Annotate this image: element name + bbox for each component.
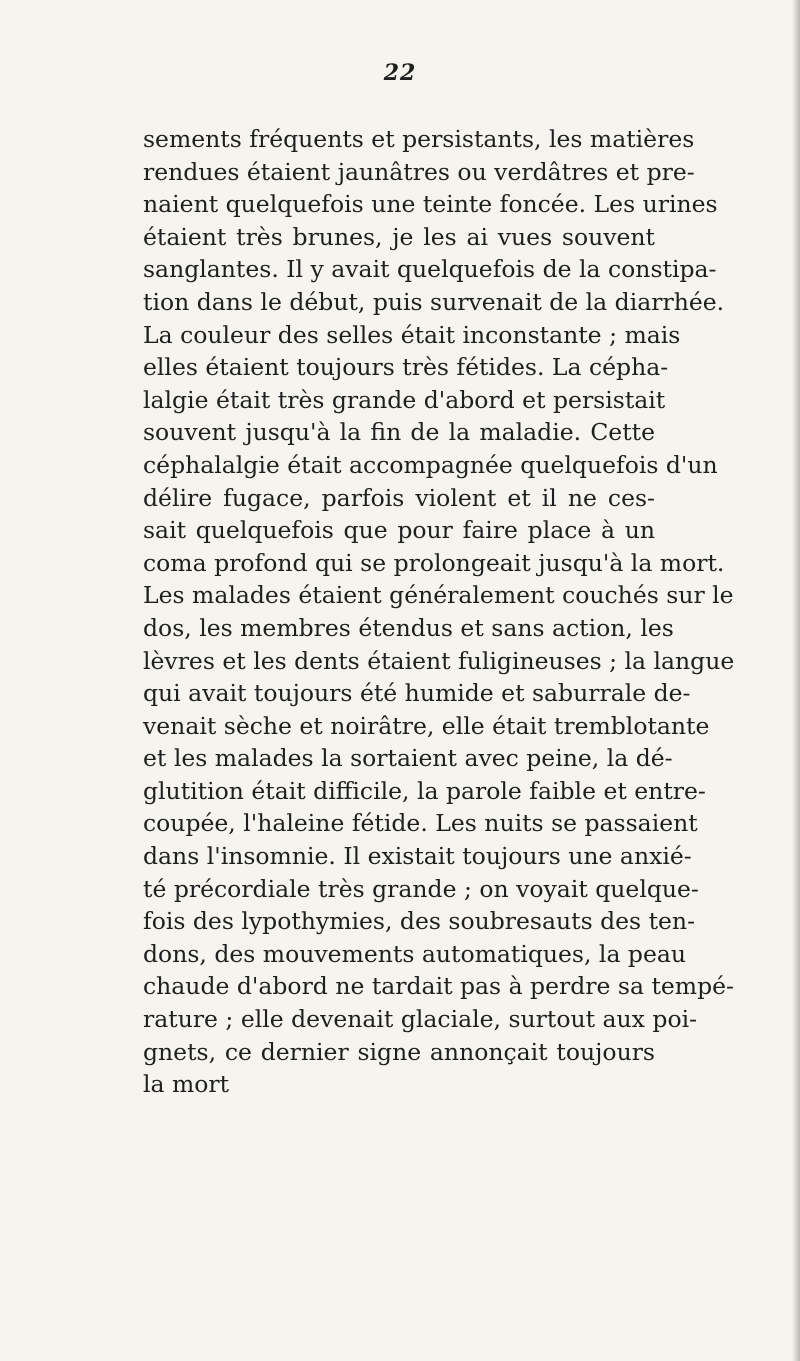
- text-line: céphalalgie était accompagnée quelquefois d'un: [143, 450, 718, 479]
- text-line: venait sèche et noirâtre, elle était tremblotante: [143, 711, 710, 740]
- text-line: sait quelquefois que pour faire place à un: [143, 516, 655, 545]
- text-line: elles étaient toujours très fétides. La cépha-: [143, 353, 669, 382]
- text-line: Les malades étaient généralement couchés sur le: [143, 581, 734, 610]
- text-line: et les malades la sortaient avec peine, la dé-: [143, 744, 673, 773]
- text-line: fois des lypothymies, des soubresauts des ten-: [143, 907, 696, 936]
- text-line: rendues étaient jaunâtres ou verdâtres et pre-: [143, 157, 695, 186]
- text-line: dans l'insomnie. Il existait toujours une anxié-: [143, 842, 692, 871]
- body-text: [143, 123, 735, 1101]
- text-line: coupée, l'haleine fétide. Les nuits se passaient: [143, 809, 698, 838]
- text-line: té précordiale très grande ; on voyait quelque-: [143, 874, 699, 903]
- text-line: souvent jusqu'à la fin de la maladie. Cette: [143, 418, 655, 447]
- text-line: gnets, ce dernier signe annonçait toujours: [143, 1037, 655, 1066]
- text-line: naient quelquefois une teinte foncée. Les urines: [143, 190, 718, 219]
- text-line: sements fréquents et persistants, les matières: [143, 125, 695, 153]
- text-line: coma profond qui se prolongeait jusqu'à la mort.: [143, 548, 725, 577]
- text-line: lèvres et les dents étaient fuligineuses ; la langue: [143, 646, 735, 675]
- text-line: qui avait toujours été humide et saburrale de-: [143, 679, 691, 708]
- text-line: lalgie était très grande d'abord et persistait: [143, 385, 666, 414]
- page-number: 22: [383, 60, 417, 86]
- text-line: chaude d'abord ne tardait pas à perdre sa tempé-: [143, 972, 734, 1001]
- text-line: délire fugace, parfois violent et il ne ces-: [143, 483, 655, 512]
- text-line: tion dans le début, puis survenait de la diarrhée.: [143, 287, 725, 316]
- text-line: La couleur des selles était inconstante ; mais: [143, 320, 681, 349]
- text-line-last: la mort: [143, 1070, 230, 1099]
- text-line: dos, les membres étendus et sans action, les: [143, 613, 674, 642]
- text-line: rature ; elle devenait glaciale, surtout aux poi-: [143, 1005, 698, 1034]
- text-line: étaient très brunes, je les ai vues souvent: [143, 222, 655, 251]
- text-line: sanglantes. Il y avait quelquefois de la constipa-: [143, 255, 717, 284]
- text-line: glutition était difficile, la parole faible et entre-: [143, 776, 706, 805]
- page-edge-shadow: [792, 0, 800, 1361]
- text-line: dons, des mouvements automatiques, la peau: [143, 939, 687, 968]
